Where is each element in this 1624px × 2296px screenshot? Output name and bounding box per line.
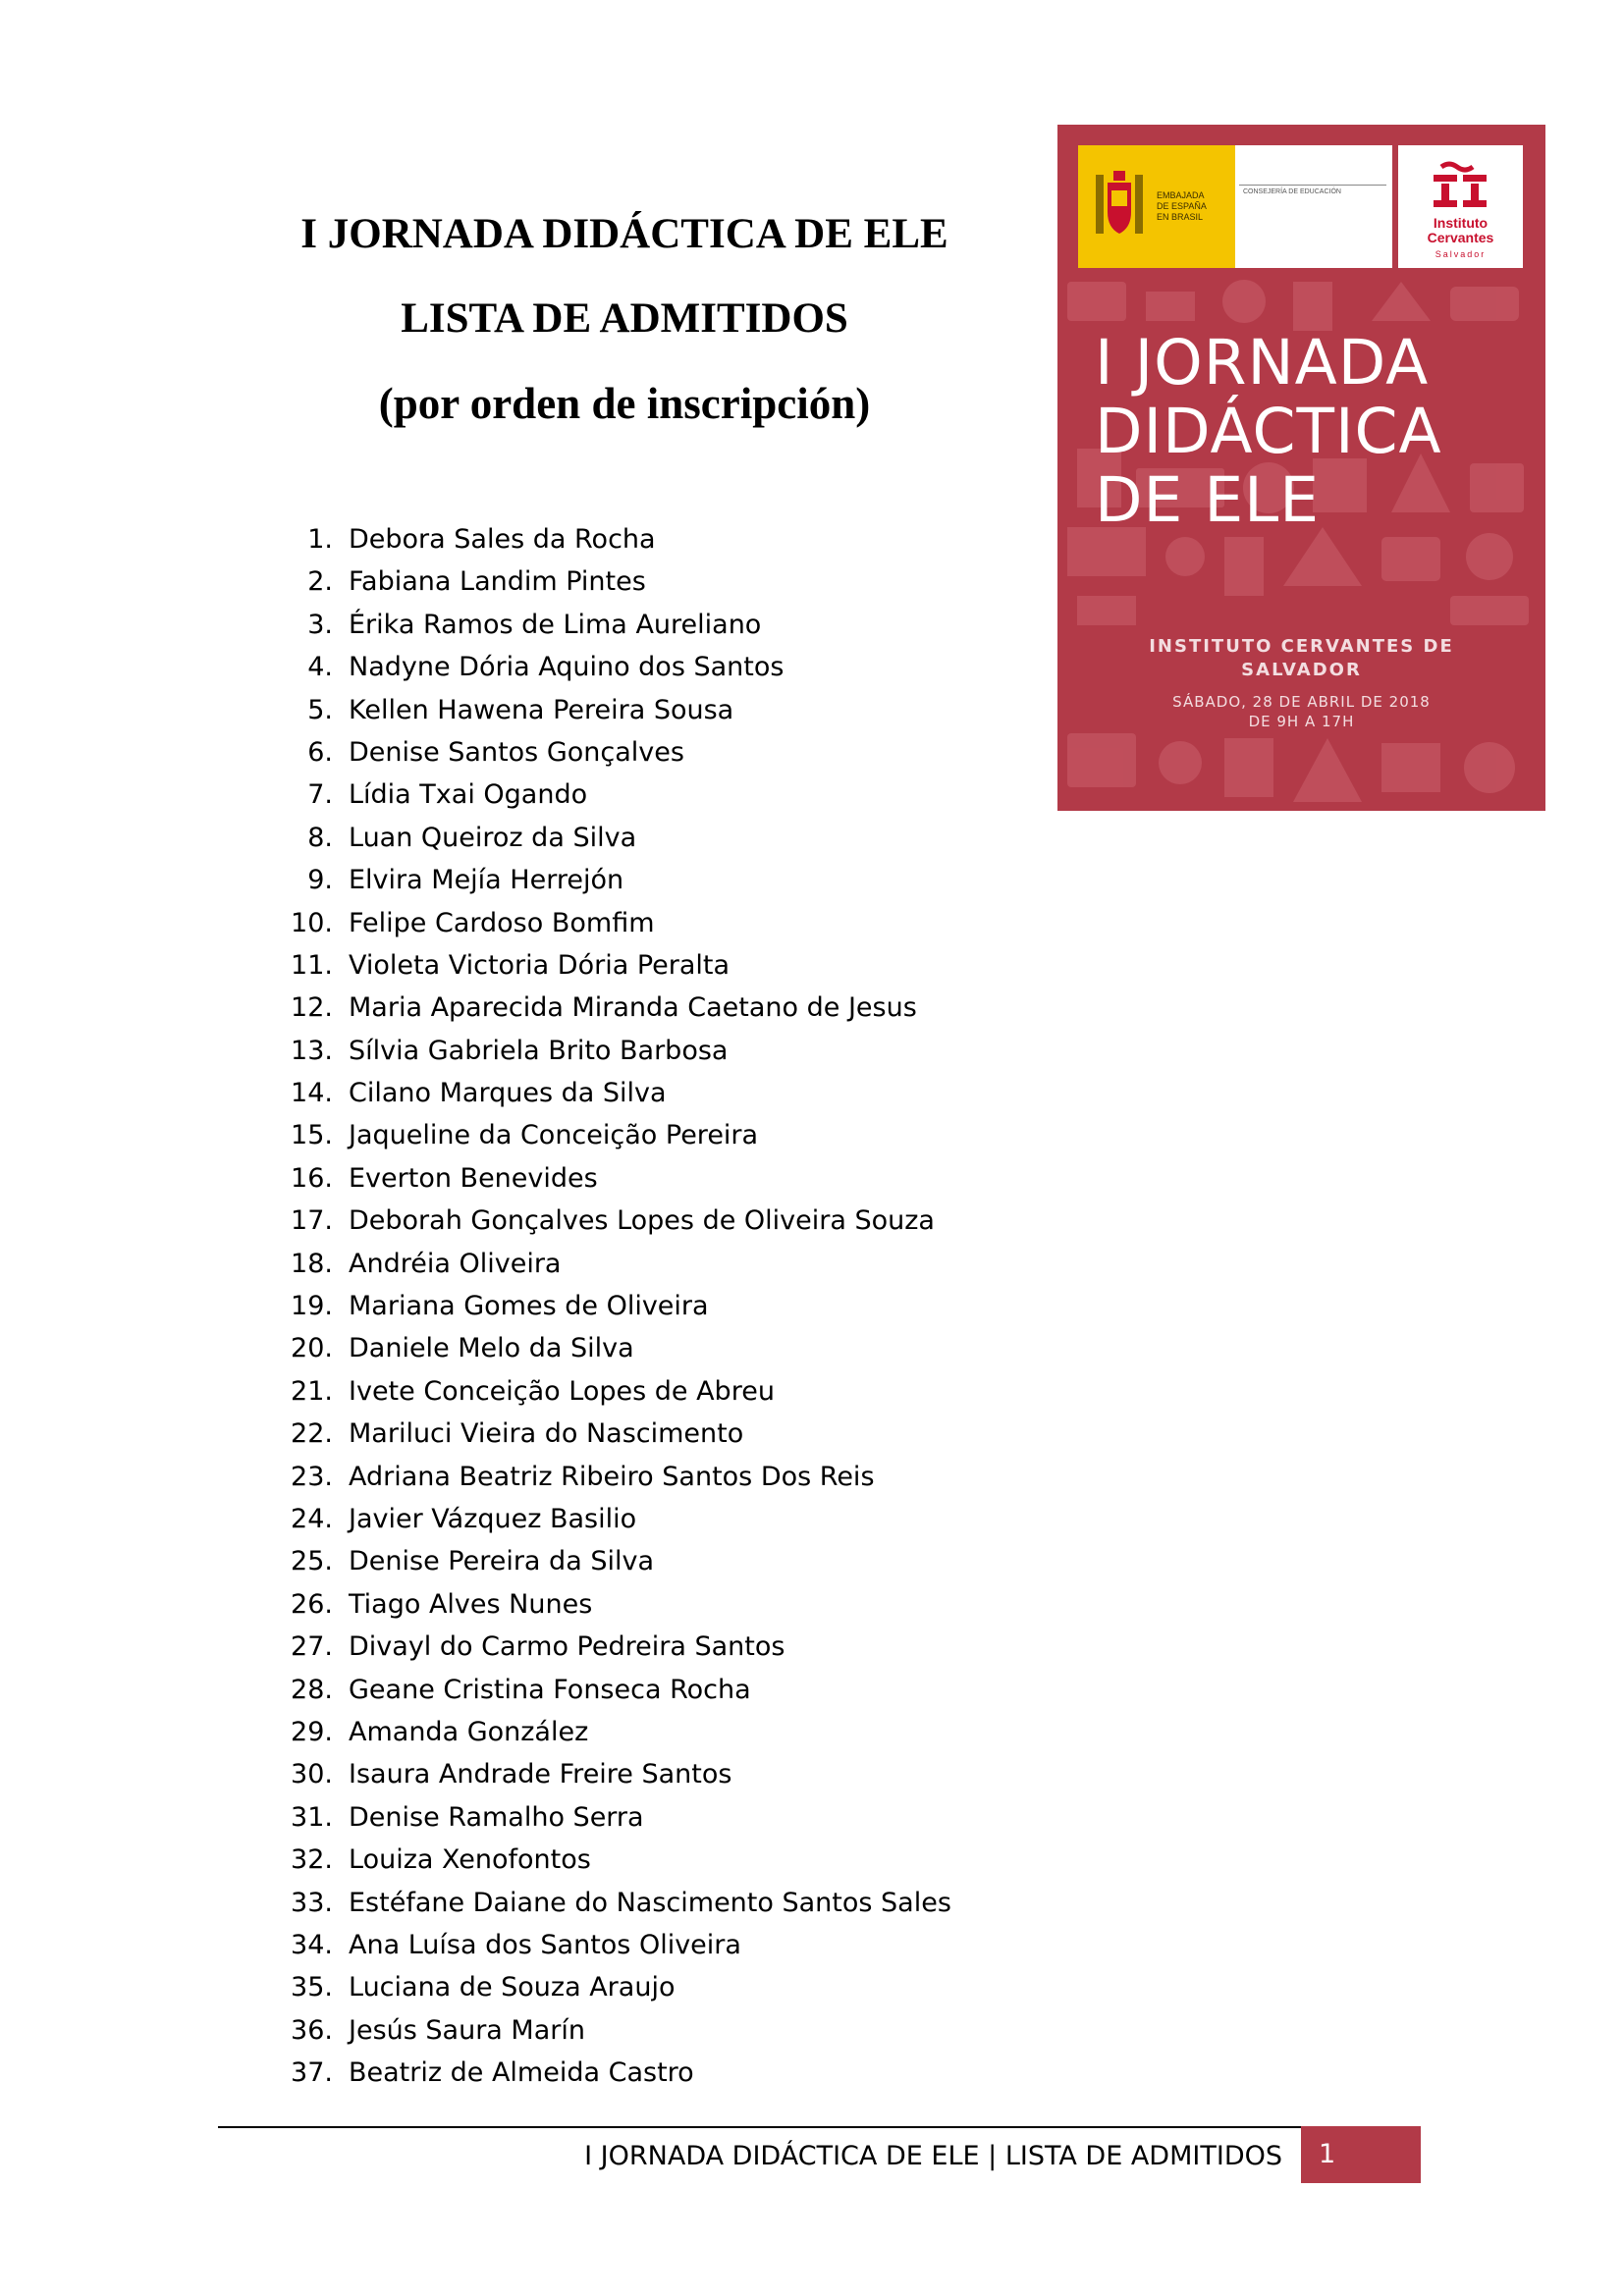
list-item: 13. Sílvia Gabriela Brito Barbosa	[291, 1035, 729, 1066]
list-item: 10. Felipe Cardoso Bomfim	[291, 907, 655, 938]
title-line-3: (por orden de inscripción)	[378, 379, 871, 428]
instituto-cervantes-icon	[1428, 159, 1492, 210]
footer-divider	[218, 2126, 1301, 2128]
list-item: 9. Elvira Mejía Herrejón	[307, 865, 624, 896]
list-item: 6. Denise Santos Gonçalves	[307, 736, 684, 768]
footer-title: I JORNADA DIDÁCTICA DE ELE | LISTA DE ADMITIDOS	[584, 2141, 1282, 2171]
list-item: 30. Isaura Andrade Freire Santos	[291, 1759, 732, 1790]
event-poster	[1057, 125, 1545, 811]
list-item: 16. Everton Benevides	[291, 1162, 598, 1194]
list-item: 4. Nadyne Dória Aquino dos Santos	[307, 652, 785, 683]
list-item: 29. Amanda González	[291, 1716, 589, 1747]
list-item: 20. Daniele Melo da Silva	[291, 1333, 634, 1364]
list-item: 1. Debora Sales da Rocha	[307, 524, 656, 555]
poster-date: SÁBADO, 28 DE ABRIL DE 2018 DE 9H A 17H	[1172, 693, 1431, 730]
list-item: 12. Maria Aparecida Miranda Caetano de Jesus	[291, 992, 917, 1024]
embassy-text: EMBAJADA DE ESPAÑA EN BRASIL	[1157, 190, 1207, 222]
institute-city: Salvador	[1435, 249, 1487, 259]
embassy-logo	[1078, 145, 1392, 268]
list-item: 17. Deborah Gonçalves Lopes de Oliveira Souza	[291, 1205, 935, 1237]
poster-venue: INSTITUTO CERVANTES DE SALVADOR	[1149, 636, 1454, 680]
list-item: 28. Geane Cristina Fonseca Rocha	[291, 1674, 751, 1705]
list-item: 18. Andréia Oliveira	[291, 1248, 562, 1279]
list-item: 25. Denise Pereira da Silva	[291, 1546, 654, 1577]
institute-name: Instituto Cervantes	[1427, 215, 1494, 245]
list-item: 5. Kellen Hawena Pereira Sousa	[307, 694, 734, 725]
list-item: 2. Fabiana Landim Pintes	[307, 566, 646, 598]
title-line-1: I JORNADA DIDÁCTICA DE ELE	[300, 211, 948, 257]
list-item: 22. Mariluci Vieira do Nascimento	[291, 1418, 744, 1450]
list-item: 24. Javier Vázquez Basilio	[291, 1503, 637, 1534]
list-item: 37. Beatriz de Almeida Castro	[291, 2057, 694, 2089]
list-item: 27. Divayl do Carmo Pedreira Santos	[291, 1631, 785, 1663]
page-number: 1	[1301, 2126, 1421, 2183]
list-item: 33. Estéfane Daiane do Nascimento Santos Sales	[291, 1887, 951, 1918]
list-item: 8. Luan Queiroz da Silva	[307, 822, 637, 853]
attendee-list	[275, 518, 951, 2094]
consejeria-label: CONSEJERÍA DE EDUCACIÓN	[1243, 188, 1341, 195]
list-item: 11. Violeta Victoria Dória Peralta	[291, 949, 731, 981]
title-line-2: LISTA DE ADMITIDOS	[401, 295, 848, 342]
list-item: 19. Mariana Gomes de Oliveira	[291, 1291, 709, 1322]
coat-of-arms-icon	[1092, 165, 1147, 243]
consejeria-divider	[1239, 185, 1386, 186]
list-item: 7. Lídia Txai Ogando	[307, 779, 588, 811]
list-item: 36. Jesús Saura Marín	[291, 2014, 585, 2046]
poster-title: I JORNADA DIDÁCTICA DE ELE	[1095, 327, 1442, 536]
list-item: 26. Tiago Alves Nunes	[291, 1588, 593, 1620]
list-item: 15. Jaqueline da Conceição Pereira	[291, 1120, 759, 1151]
list-item: 21. Ivete Conceição Lopes de Abreu	[291, 1375, 775, 1407]
list-item: 32. Louiza Xenofontos	[291, 1844, 591, 1876]
list-item: 35. Luciana de Souza Araujo	[291, 1972, 676, 2003]
list-item: 3. Érika Ramos de Lima Aureliano	[307, 609, 762, 640]
list-item: 14. Cilano Marques da Silva	[291, 1078, 667, 1109]
document-title	[232, 192, 1017, 446]
list-item: 34. Ana Luísa dos Santos Oliveira	[291, 1929, 741, 1960]
list-item: 23. Adriana Beatriz Ribeiro Santos Dos Reis	[291, 1461, 875, 1492]
instituto-cervantes-logo	[1398, 145, 1523, 268]
list-item: 31. Denise Ramalho Serra	[291, 1801, 644, 1833]
